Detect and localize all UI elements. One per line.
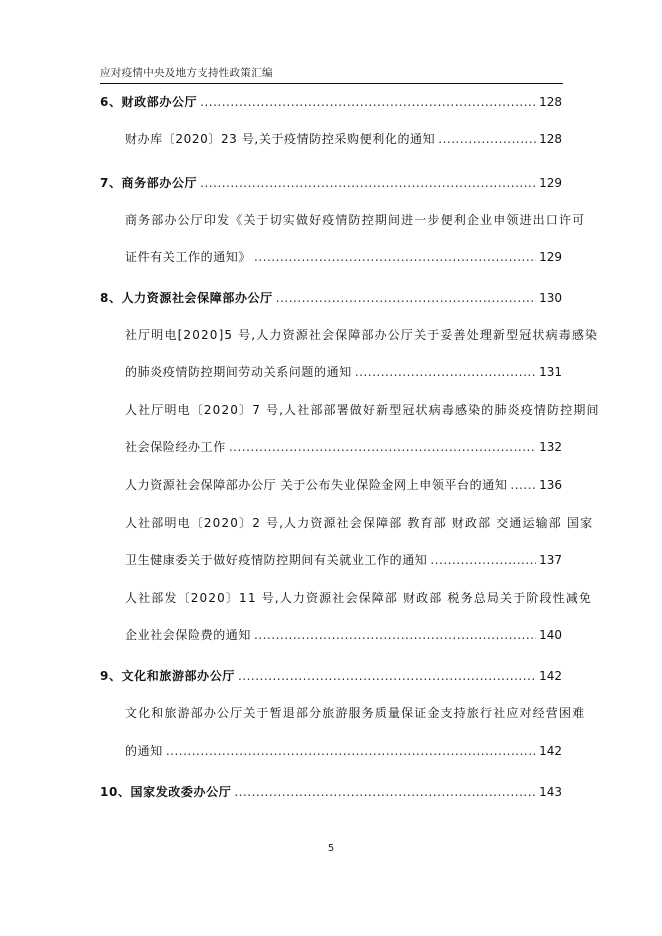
dot-leader <box>276 288 536 308</box>
toc-entry[interactable] <box>125 129 562 149</box>
dot-leader <box>166 741 536 761</box>
toc-entry-title: 的通知 <box>125 744 163 758</box>
toc-entry-section[interactable] <box>100 782 562 802</box>
dot-leader <box>438 129 536 149</box>
toc-entry[interactable] <box>125 400 600 420</box>
toc-entry-title: 企业社会保险费的通知 <box>125 628 252 642</box>
toc-entry-title: 8、人力资源社会保障部办公厅 <box>100 291 273 305</box>
toc-entry-title: 商务部办公厅印发《关于切实做好疫情防控期间进一步便利企业申领进出口许可 <box>125 213 586 227</box>
toc-entry-continuation[interactable] <box>125 247 562 267</box>
toc-page-number: 142 <box>539 744 562 758</box>
toc-entry-title: 社会保险经办工作 <box>125 440 226 454</box>
toc-page-number: 140 <box>539 628 562 642</box>
toc-page-number: 129 <box>539 250 562 264</box>
toc-entry-continuation[interactable] <box>125 741 562 761</box>
toc-entry[interactable] <box>125 325 599 345</box>
toc-entry-title: 财办库〔2020〕23 号,关于疫情防控采购便利化的通知 <box>125 132 436 146</box>
running-header <box>100 66 563 84</box>
toc-page-number: 137 <box>539 553 562 567</box>
toc-entry-section[interactable] <box>100 666 562 686</box>
dot-leader <box>254 625 536 645</box>
toc-entry-title: 人社部明电〔2020〕2 号,人力资源社会保障部 教育部 财政部 交通运输部 国家 <box>125 516 594 530</box>
toc-entry-title: 9、文化和旅游部办公厅 <box>100 669 235 683</box>
toc-entry-continuation[interactable] <box>125 550 562 570</box>
toc-entry-section[interactable] <box>100 92 562 112</box>
header-title: 应对疫情中央及地方支持性政策汇编 <box>100 67 273 79</box>
toc-entry-section[interactable] <box>100 288 562 308</box>
page-number: 5 <box>327 843 335 854</box>
toc-entry-title: 证件有关工作的通知》 <box>125 250 252 264</box>
toc-entry-title: 人社部发〔2020〕11 号,人力资源社会保障部 财政部 税务总局关于阶段性减免 <box>125 591 593 605</box>
toc-entry-title: 社厅明电[2020]5 号,人力资源社会保障部办公厅关于妥善处理新型冠状病毒感染 <box>125 328 599 342</box>
toc-entry-title: 文化和旅游部办公厅关于暂退部分旅游服务质量保证金支持旅行社应对经营困难 <box>125 706 586 720</box>
toc-entry-section[interactable] <box>100 173 562 193</box>
toc-entry[interactable] <box>125 588 593 608</box>
dot-leader <box>510 475 536 495</box>
toc-page-number: 128 <box>539 95 562 109</box>
toc-page-number: 142 <box>539 669 562 683</box>
toc-page-number: 132 <box>539 440 562 454</box>
toc-page-number: 131 <box>539 365 562 379</box>
dot-leader <box>430 550 536 570</box>
dot-leader <box>355 362 536 382</box>
toc-entry-continuation[interactable] <box>125 437 562 457</box>
toc-entry-title: 的肺炎疫情防控期间劳动关系问题的通知 <box>125 365 352 379</box>
toc-page-number: 143 <box>539 785 562 799</box>
dot-leader <box>254 247 536 267</box>
dot-leader <box>238 666 536 686</box>
toc-entry[interactable] <box>125 475 562 495</box>
toc-page-number: 136 <box>539 478 562 492</box>
toc-entry[interactable] <box>125 703 586 723</box>
toc-page-number: 130 <box>539 291 562 305</box>
dot-leader <box>200 173 536 193</box>
toc-entry-title: 人社厅明电〔2020〕7 号,人社部部署做好新型冠状病毒感染的肺炎疫情防控期间 <box>125 403 600 417</box>
toc-entry[interactable] <box>125 513 594 533</box>
dot-leader <box>229 437 536 457</box>
toc-entry-continuation[interactable] <box>125 362 562 382</box>
dot-leader <box>234 782 536 802</box>
toc-entry-title: 6、财政部办公厅 <box>100 95 198 109</box>
toc-entry[interactable] <box>125 210 586 230</box>
toc-page-number: 129 <box>539 176 562 190</box>
toc-entry-title: 10、国家发改委办公厅 <box>100 785 232 799</box>
dot-leader <box>200 92 536 112</box>
toc-entry-continuation[interactable] <box>125 625 562 645</box>
toc-page-number: 128 <box>539 132 562 146</box>
toc-entry-title: 卫生健康委关于做好疫情防控期间有关就业工作的通知 <box>125 553 428 567</box>
toc-entry-title: 人力资源社会保障部办公厅 关于公布失业保险金网上申领平台的通知 <box>125 478 508 492</box>
toc-entry-title: 7、商务部办公厅 <box>100 176 198 190</box>
